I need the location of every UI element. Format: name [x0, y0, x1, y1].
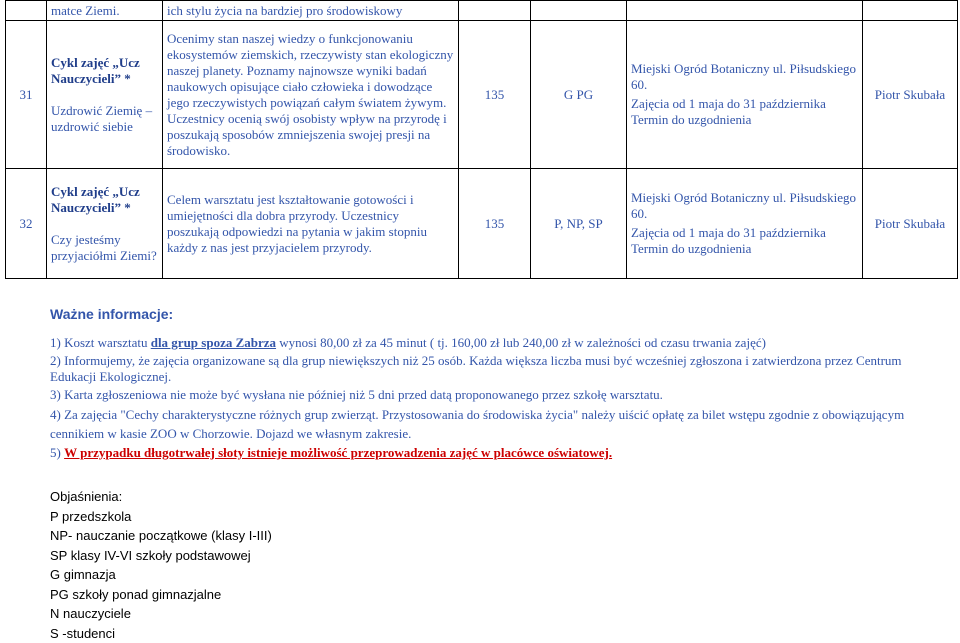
cycle-name: Cykl zajęć „Ucz Nauczycieli” *	[51, 184, 158, 216]
groups-cell: G PG	[531, 21, 627, 169]
info-item: 3) Karta zgłoszeniowa nie może być wysłana nie później niż 5 dni przed datą proponowanego przez szkołę warsztatu.	[50, 387, 930, 403]
important-info-heading: Ważne informacje:	[50, 306, 173, 322]
table-row	[6, 21, 958, 169]
info-text: 1) Koszt warsztatu	[50, 335, 151, 350]
leader-cell: Piotr Skubała	[863, 169, 958, 279]
table-row	[6, 169, 958, 279]
place-address: Miejski Ogród Botaniczny ul. Piłsudskiego 60.	[631, 61, 858, 93]
title-cell: matce Ziemi.	[47, 1, 163, 21]
description-cell: Ocenimy stan naszej wiedzy o funkcjonowaniu ekosystemów ziemskich, rzeczywisty stan ekologiczny naszej planety. Poznamy najnowsze wyniki badań naukowych opisujące ciało człowieka i dowodzące jego rzeczywistych powiązań całym światem żywym. Uczestnicy ocenią swój osobisty wpływ na przyrodę i poszukają sposobów zmniejszenia swojej presji na środowisko.	[163, 21, 459, 169]
groups-cell	[531, 1, 627, 21]
topic-name: Czy jesteśmy przyjaciółmi Ziemi?	[51, 232, 158, 264]
duration-cell: 135	[459, 169, 531, 279]
row-number-cell: 31	[6, 21, 47, 169]
legend-item: NP- nauczanie początkowe (klasy I-III)	[50, 526, 272, 546]
info-text: wynosi 80,00 zł za 45 minut ( tj. 160,00 zł lub 240,00 zł w zależności od czasu trwania zajęć)	[276, 335, 766, 350]
legend-item: G gimnazja	[50, 565, 272, 585]
place-dates: Zajęcia od 1 maja do 31 października	[631, 96, 858, 112]
place-term: Termin do uzgodnienia	[631, 241, 858, 257]
topic-name: Uzdrowić Ziemię – uzdrowić siebie	[51, 103, 158, 135]
row-number-cell	[6, 1, 47, 21]
title-cell	[47, 21, 163, 169]
info-emphasis: dla grup spoza Zabrza	[151, 335, 276, 350]
description-cell: Celem warsztatu jest kształtowanie gotowości i umiejętności dla dobra przyrody. Uczestnicy poszukają odpowiedzi na pytania w jakim stopniu każdy z nas jest przyjacielem przyrody.	[163, 169, 459, 279]
groups-cell: P, NP, SP	[531, 169, 627, 279]
legend-item: SP klasy IV-VI szkoły podstawowej	[50, 546, 272, 566]
place-cell	[627, 1, 863, 21]
cycle-name: Cykl zajęć „Ucz Nauczycieli” *	[51, 55, 158, 87]
place-cell	[627, 21, 863, 169]
info-item: 4) Za zajęcia "Cechy charakterystyczne różnych grup zwierząt. Przystosowania do środowiska życia" należy uiścić opłatę za bilet wstępu zgodnie z obowiązującym cennikiem w kasie ZOO w Chorzowie. Dojazd we własnym zakresie.	[50, 405, 930, 443]
legend	[50, 487, 272, 643]
description-cell: ich stylu życia na bardziej pro środowiskowy	[163, 1, 459, 21]
important-info-list	[50, 335, 930, 463]
row-number-cell: 32	[6, 169, 47, 279]
info-item: 2) Informujemy, że zajęcia organizowane są dla grup niewiększych niż 25 osób. Każda większa liczba musi być wcześniej zgłoszona i zatwierdzona przez Centrum Edukacji Ekologicznej.	[50, 353, 930, 385]
info-item	[50, 335, 930, 351]
info-text: 5)	[50, 445, 64, 460]
place-cell	[627, 169, 863, 279]
title-cell	[47, 169, 163, 279]
legend-heading: Objaśnienia:	[50, 487, 272, 507]
info-warning: W przypadku długotrwałej słoty istnieje możliwość przeprowadzenia zajęć w placówce oświatowej.	[64, 445, 612, 460]
leader-cell	[863, 1, 958, 21]
info-item	[50, 445, 930, 461]
workshop-table	[5, 0, 958, 279]
legend-item: PG szkoły ponad gimnazjalne	[50, 585, 272, 605]
legend-item: P przedszkola	[50, 507, 272, 527]
table-row	[6, 1, 958, 21]
leader-cell: Piotr Skubała	[863, 21, 958, 169]
place-dates: Zajęcia od 1 maja do 31 października	[631, 225, 858, 241]
duration-cell	[459, 1, 531, 21]
place-term: Termin do uzgodnienia	[631, 112, 858, 128]
place-address: Miejski Ogród Botaniczny ul. Piłsudskiego 60.	[631, 190, 858, 222]
legend-item: S -studenci	[50, 624, 272, 643]
duration-cell: 135	[459, 21, 531, 169]
legend-item: N nauczyciele	[50, 604, 272, 624]
